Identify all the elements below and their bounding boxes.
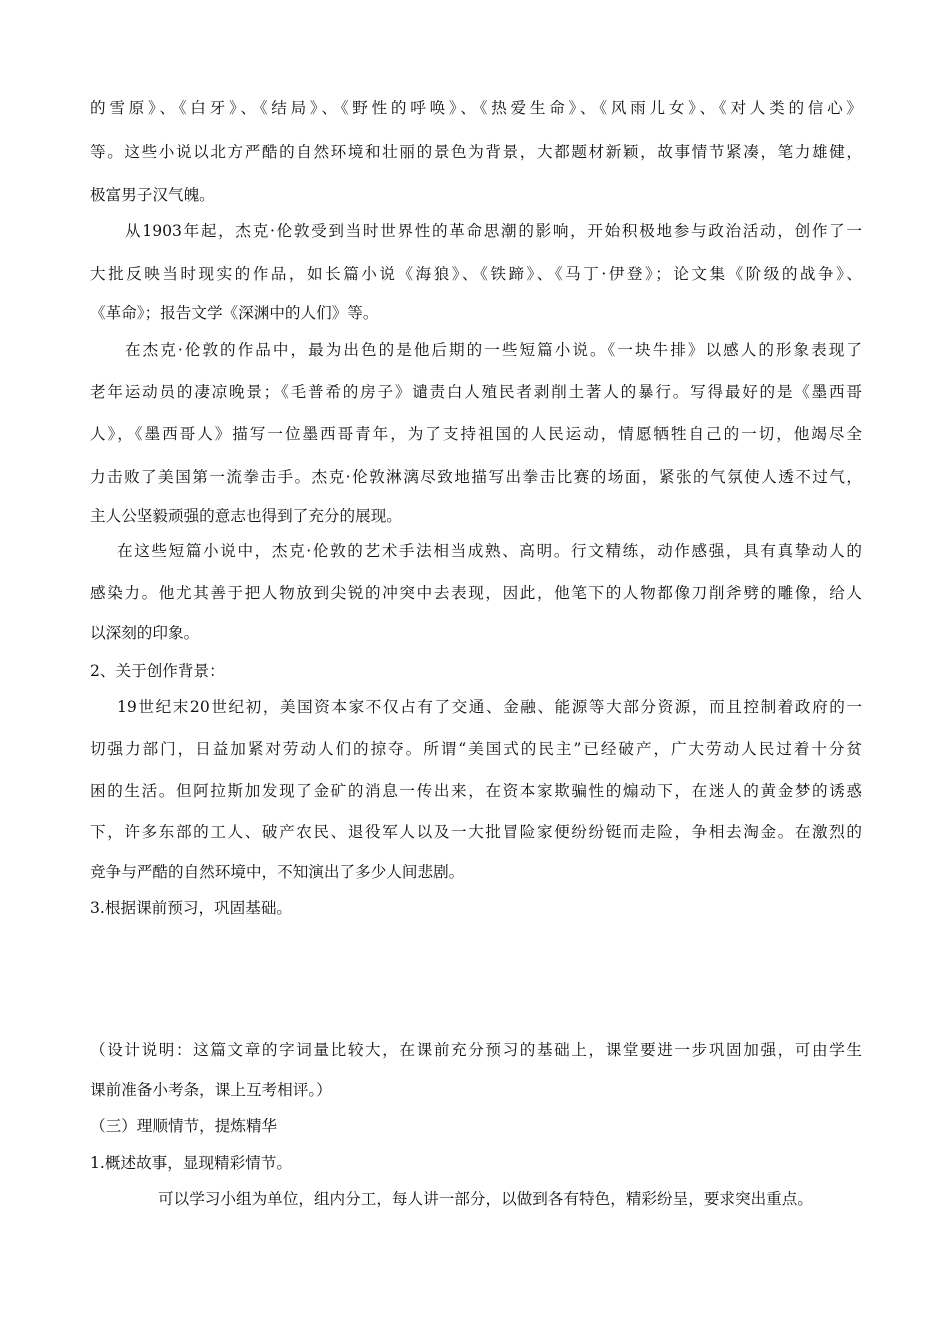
text-line: 可以学习小组为单位，组内分工，每人讲一部分，以做到各有特色，精彩纷呈，要求突出重点。	[158, 1190, 813, 1208]
text-line: 困的生活。但阿拉斯加发现了金矿的消息一传出来，在资本家欺骗性的煽动下，在迷人的黄金梦的诱惑	[90, 782, 862, 800]
text-line: 以深刻的印象。	[90, 624, 200, 642]
text-line: 在杰克·伦敦的作品中，最为出色的是他后期的一些短篇小说。《一块牛排》以感人的形象表现了	[125, 341, 862, 359]
text-line: 课前准备小考条，课上互考相评。）	[90, 1081, 332, 1099]
text-line: 等。这些小说以北方严酷的自然环境和壮丽的景色为背景，大都题材新颖，故事情节紧凑，笔力雄健，	[90, 143, 862, 161]
text-line: 的雪原》、《白牙》、《结局》、《野性的呼唤》、《热爱生命》、《风雨儿女》、《对人类的信心》	[90, 99, 862, 117]
text-line: 人》，《墨西哥人》描写一位墨西哥青年，为了支持祖国的人民运动，情愿牺牲自己的一切，他竭尽全	[90, 425, 862, 443]
text-line: 从1903年起，杰克·伦敦受到当时世界性的革命思潮的影响，开始积极地参与政治活动，创作了一	[125, 222, 862, 240]
text-line: 大批反映当时现实的作品，如长篇小说《海狼》、《铁蹄》、《马丁·伊登》；论文集《阶级的战争》、	[90, 265, 862, 283]
text-line: 感染力。他尤其善于把人物放到尖锐的冲突中去表现，因此，他笔下的人物都像刀削斧劈的雕像，给人	[90, 584, 862, 602]
text-line: 在这些短篇小说中，杰克·伦敦的艺术手法相当成熟、高明。行文精练，动作感强，具有真挚动人的	[117, 542, 862, 560]
section-heading: 1.概述故事，显现精彩情节。	[90, 1154, 293, 1172]
section-heading: （三）理顺情节，提炼精华	[90, 1117, 278, 1135]
text-line: 《革命》；报告文学《深渊中的人们》等。	[90, 304, 379, 322]
text-line: 下，许多东部的工人、破产农民、退役军人以及一大批冒险家便纷纷铤而走险，争相去淘金。在激烈的	[90, 823, 862, 841]
text-line: 老年运动员的凄凉晚景；《毛普希的房子》谴责白人殖民者剥削土著人的暴行。写得最好的是《墨西哥	[90, 383, 862, 401]
section-heading: 3.根据课前预习，巩固基础。	[90, 899, 293, 917]
text-line: 19世纪末20世纪初，美国资本家不仅占有了交通、金融、能源等大部分资源，而且控制着政府的一	[117, 698, 862, 716]
text-line: 切强力部门，日益加紧对劳动人们的掠夺。所谓“美国式的民主”已经破产，广大劳动人民过着十分贫	[90, 740, 862, 758]
text-line: （设计说明：这篇文章的字词量比较大，在课前充分预习的基础上，课堂要进一步巩固加强，可由学生	[90, 1041, 862, 1059]
section-heading: 2、关于创作背景：	[90, 662, 225, 680]
text-line: 力击败了美国第一流拳击手。杰克·伦敦淋漓尽致地描写出拳击比赛的场面，紧张的气氛使人透不过气，	[90, 468, 862, 486]
text-line: 极富男子汉气魄。	[90, 186, 215, 204]
text-line: 主人公坚毅顽强的意志也得到了充分的展现。	[90, 507, 402, 525]
text-line: 竞争与严酷的自然环境中，不知演出了多少人间悲剧。	[90, 863, 465, 881]
